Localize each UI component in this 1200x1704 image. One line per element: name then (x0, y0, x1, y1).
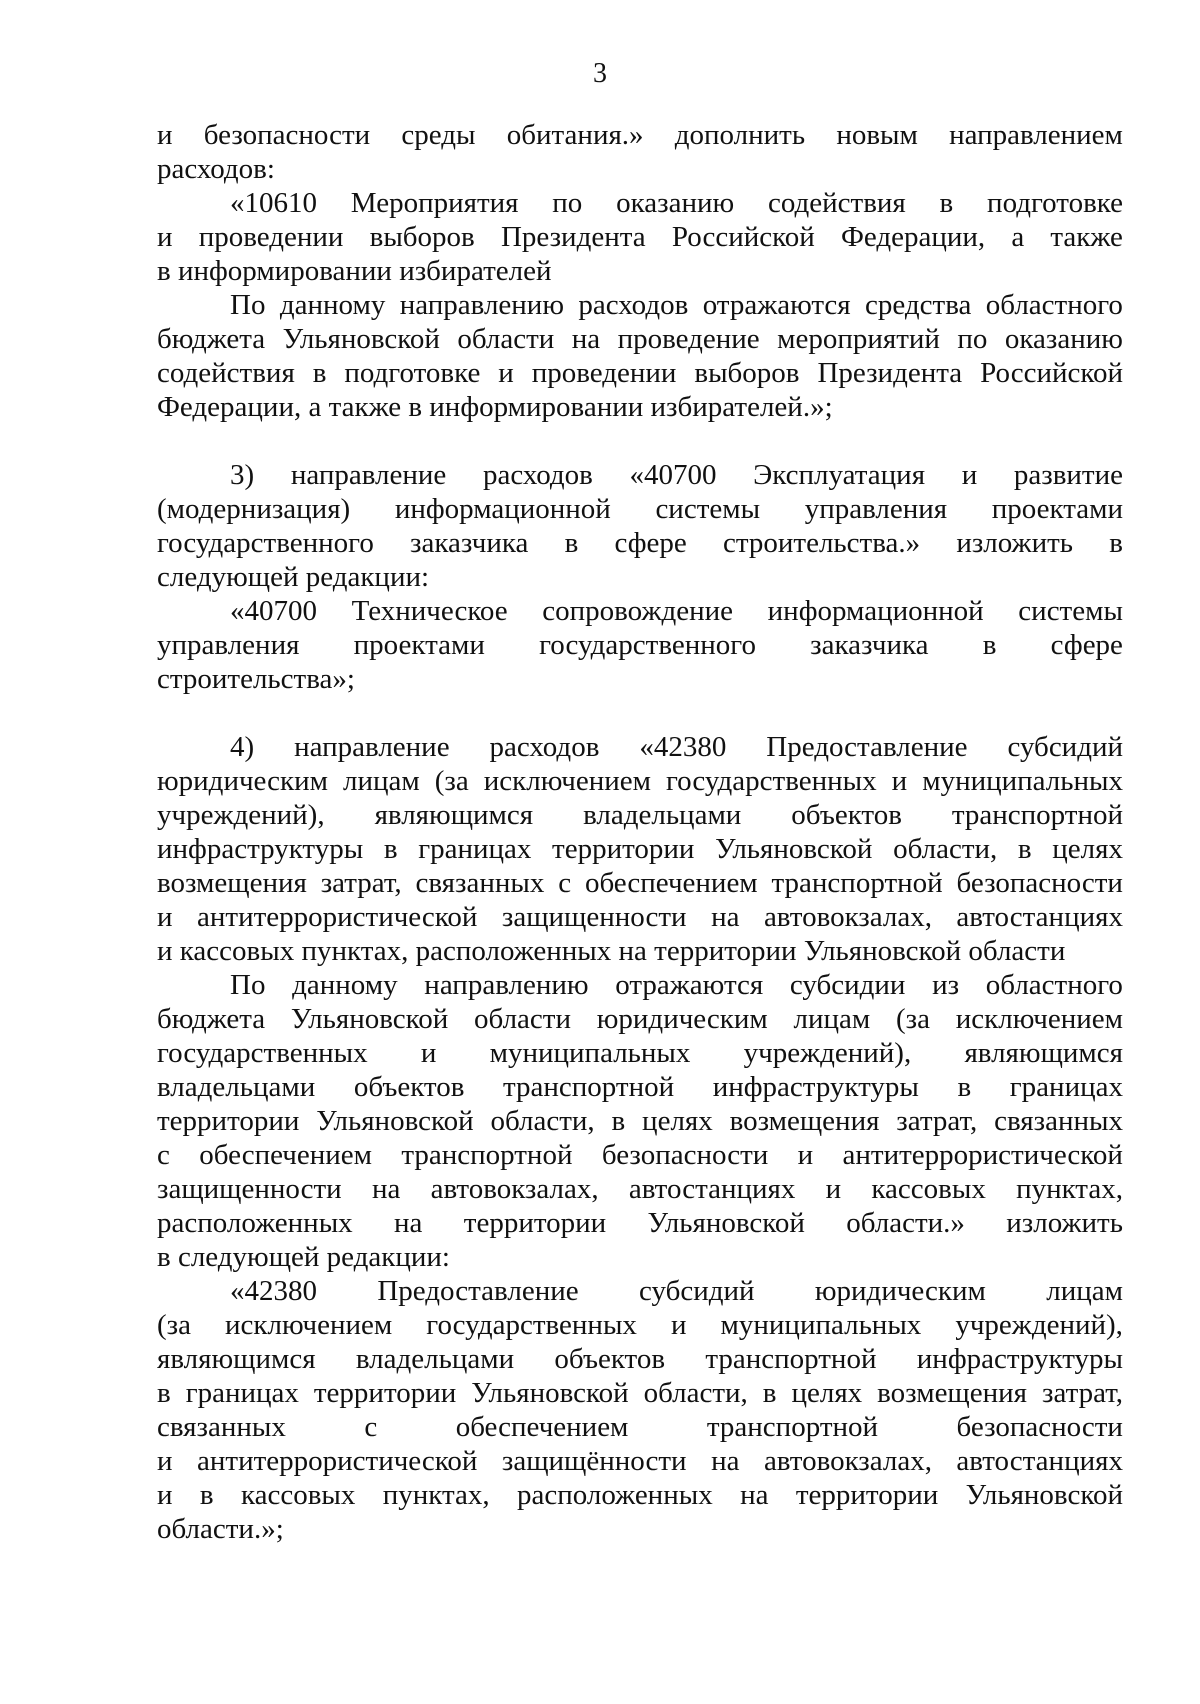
text-line: защищенности на автовокзалах, автостанциях и кассовых пунктах, (157, 1173, 1123, 1205)
text-line: в следующей редакции: (157, 1241, 450, 1273)
text-line: 3) направление расходов «40700 Эксплуатация и развитие (230, 459, 1123, 491)
text-line: с обеспечением транспортной безопасности и антитеррористической (157, 1139, 1123, 1171)
text-line: (модернизация) информационной системы управления проектами (157, 493, 1123, 525)
page-number: 3 (593, 58, 607, 89)
text-line: 4) направление расходов «42380 Предоставление субсидий (230, 731, 1123, 763)
text-line: инфраструктуры в границах территории Ульяновской области, в целях (157, 833, 1123, 865)
text-line: управления проектами государственного заказчика в сфере (157, 629, 1123, 661)
text-line: По данному направлению расходов отражаются средства областного (230, 289, 1123, 321)
paragraph-gap (157, 424, 1123, 458)
text-line: государственных и муниципальных учреждений), являющимся (157, 1037, 1123, 1069)
text-line: территории Ульяновской области, в целях возмещения затрат, связанных (157, 1105, 1123, 1137)
text-line: Федерации, а также в информировании избирателей.»; (157, 391, 833, 423)
text-line: и в кассовых пунктах, расположенных на территории Ульяновской (157, 1479, 1123, 1511)
text-line: и безопасности среды обитания.» дополнить новым направлением (157, 119, 1123, 151)
text-line: бюджета Ульяновской области юридическим лицам (за исключением (157, 1003, 1123, 1035)
text-line: бюджета Ульяновской области на проведение мероприятий по оказанию (157, 323, 1123, 355)
text-line: связанных с обеспечением транспортной безопасности (157, 1411, 1123, 1443)
text-line: строительства»; (157, 663, 355, 695)
text-line: «40700 Техническое сопровождение информационной системы (230, 595, 1123, 627)
text-line: учреждений), являющимся владельцами объектов транспортной (157, 799, 1123, 831)
text-line: «42380 Предоставление субсидий юридическим лицам (230, 1275, 1123, 1307)
text-line: являющимся владельцами объектов транспортной инфраструктуры (157, 1343, 1123, 1375)
text-line: области.»; (157, 1513, 284, 1545)
text-line: расходов: (157, 153, 275, 185)
text-line: в границах территории Ульяновской области, в целях возмещения затрат, (157, 1377, 1123, 1409)
text-line: и антитеррористической защищённости на автовокзалах, автостанциях (157, 1445, 1123, 1477)
text-line: содействия в подготовке и проведении выборов Президента Российской (157, 357, 1123, 389)
paragraph-gap (157, 696, 1123, 730)
text-line: и кассовых пунктах, расположенных на территории Ульяновской области (157, 935, 1066, 967)
text-line: и антитеррористической защищенности на автовокзалах, автостанциях (157, 901, 1123, 933)
text-line: следующей редакции: (157, 561, 430, 593)
text-line: возмещения затрат, связанных с обеспечением транспортной безопасности (157, 867, 1123, 899)
text-line: в информировании избирателей (157, 255, 552, 287)
text-line: По данному направлению отражаются субсидии из областного (230, 969, 1123, 1001)
text-line: (за исключением государственных и муниципальных учреждений), (157, 1309, 1123, 1341)
text-line: «10610 Мероприятия по оказанию содействия в подготовке (230, 187, 1123, 219)
text-line: государственного заказчика в сфере строительства.» изложить в (157, 527, 1123, 559)
text-line: владельцами объектов транспортной инфраструктуры в границах (157, 1071, 1123, 1103)
text-line: расположенных на территории Ульяновской области.» изложить (157, 1207, 1123, 1239)
text-line: и проведении выборов Президента Российской Федерации, а также (157, 221, 1123, 253)
document-body (157, 118, 1123, 1546)
text-line: юридическим лицам (за исключением государственных и муниципальных (157, 765, 1123, 797)
